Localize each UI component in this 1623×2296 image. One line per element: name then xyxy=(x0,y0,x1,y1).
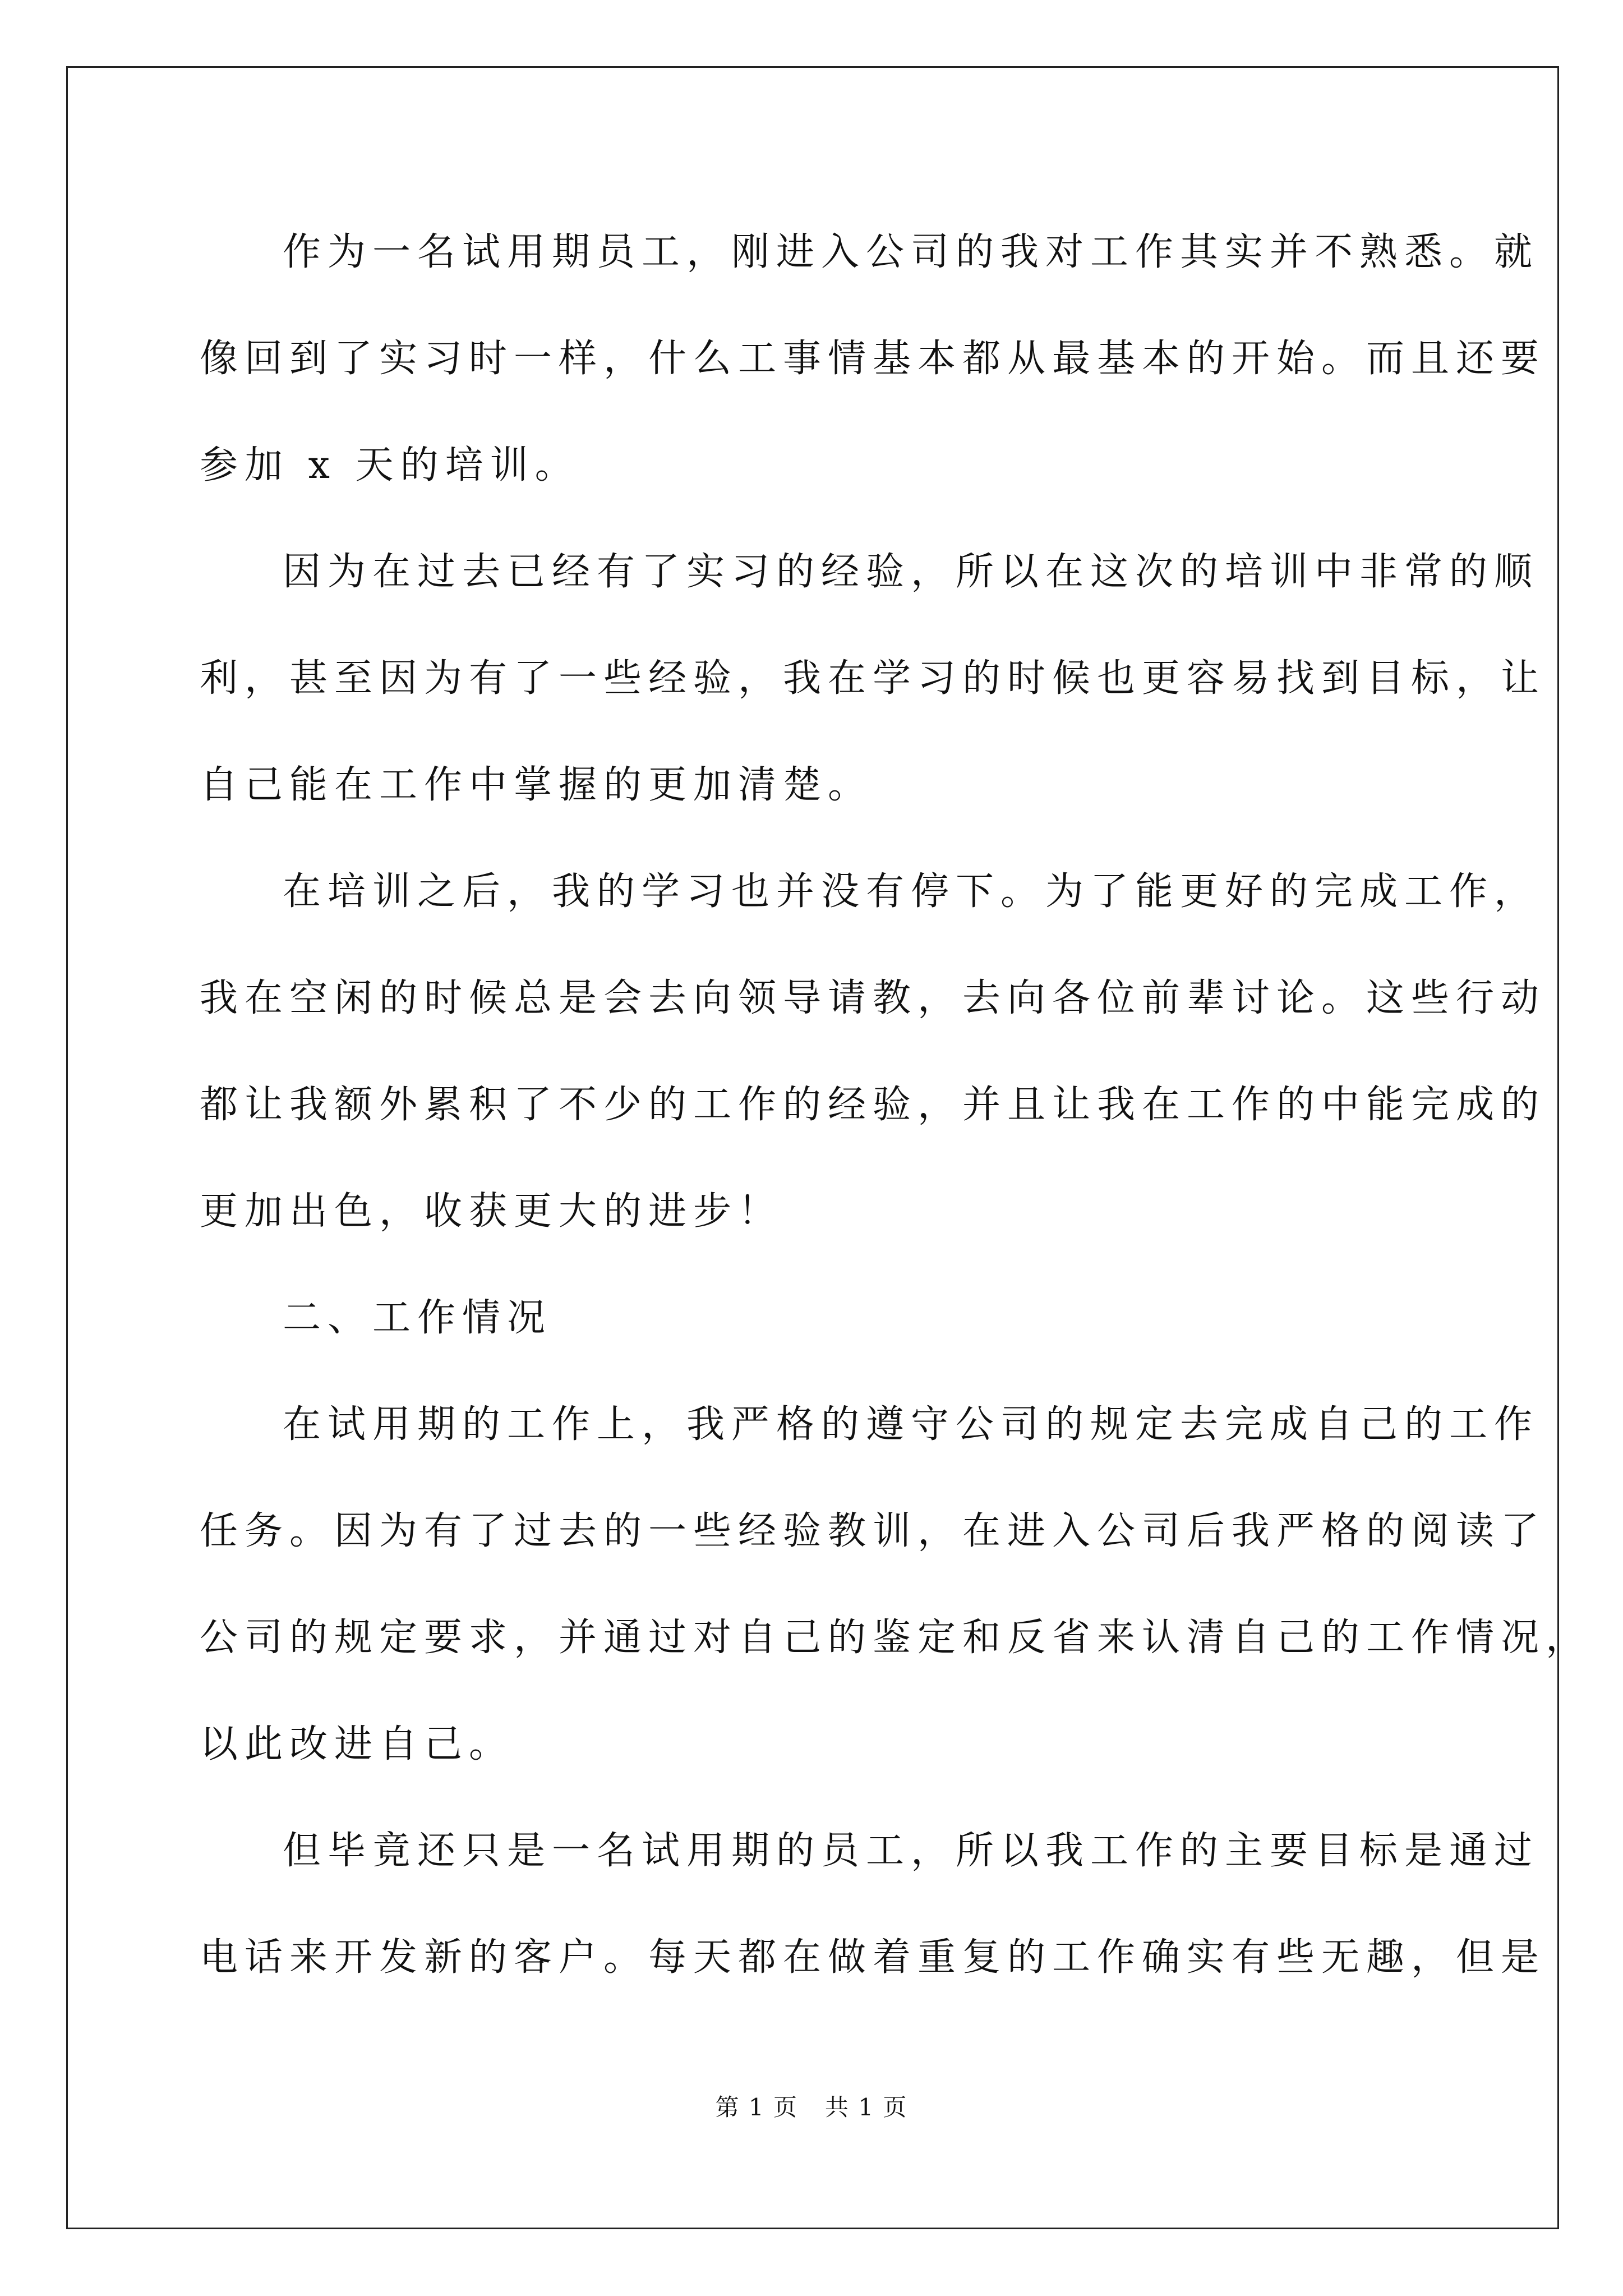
text-line: 我在空闲的时候总是会去向领导请教，去向各位前辈讨论。这些行动 xyxy=(200,976,1546,1020)
text-line: 都让我额外累积了不少的工作的经验，并且让我在工作的中能完成的 xyxy=(200,1083,1546,1127)
section-heading: 二、工作情况 xyxy=(283,1296,552,1340)
page-footer xyxy=(0,2089,1623,2123)
text-line: 因为在过去已经有了实习的经验，所以在这次的培训中非常的顺 xyxy=(283,550,1539,594)
page-total: 共 1 页 xyxy=(825,2093,908,2121)
page-number: 第 1 页 xyxy=(715,2093,798,2121)
text-line: 任务。因为有了过去的一些经验教训，在进入公司后我严格的阅读了 xyxy=(200,1509,1546,1553)
text-line: 公司的规定要求，并通过对自己的鉴定和反省来认清自己的工作情况， xyxy=(200,1616,1591,1660)
text-line: 利，甚至因为有了一些经验，我在学习的时候也更容易找到目标，让 xyxy=(200,656,1546,701)
text-line: 像回到了实习时一样，什么工事情基本都从最基本的开始。而且还要 xyxy=(200,337,1546,381)
text-line: 电话来开发新的客户。每天都在做着重复的工作确实有些无趣，但是 xyxy=(200,1935,1546,1980)
text-line: 在试用期的工作上，我严格的遵守公司的规定去完成自己的工作 xyxy=(283,1402,1539,1447)
text-line: 参加 x 天的培训。 xyxy=(200,443,580,487)
text-line: 作为一名试用期员工，刚进入公司的我对工作其实并不熟悉。就 xyxy=(283,230,1539,274)
text-line: 但毕竟还只是一名试用期的员工，所以我工作的主要目标是通过 xyxy=(283,1829,1539,1873)
text-line: 更加出色，收获更大的进步！ xyxy=(200,1189,783,1234)
text-line: 在培训之后，我的学习也并没有停下。为了能更好的完成工作， xyxy=(283,869,1539,914)
document-body xyxy=(200,210,1591,2022)
text-line: 以此改进自己。 xyxy=(200,1722,514,1766)
text-line: 自己能在工作中掌握的更加清楚。 xyxy=(200,763,873,807)
